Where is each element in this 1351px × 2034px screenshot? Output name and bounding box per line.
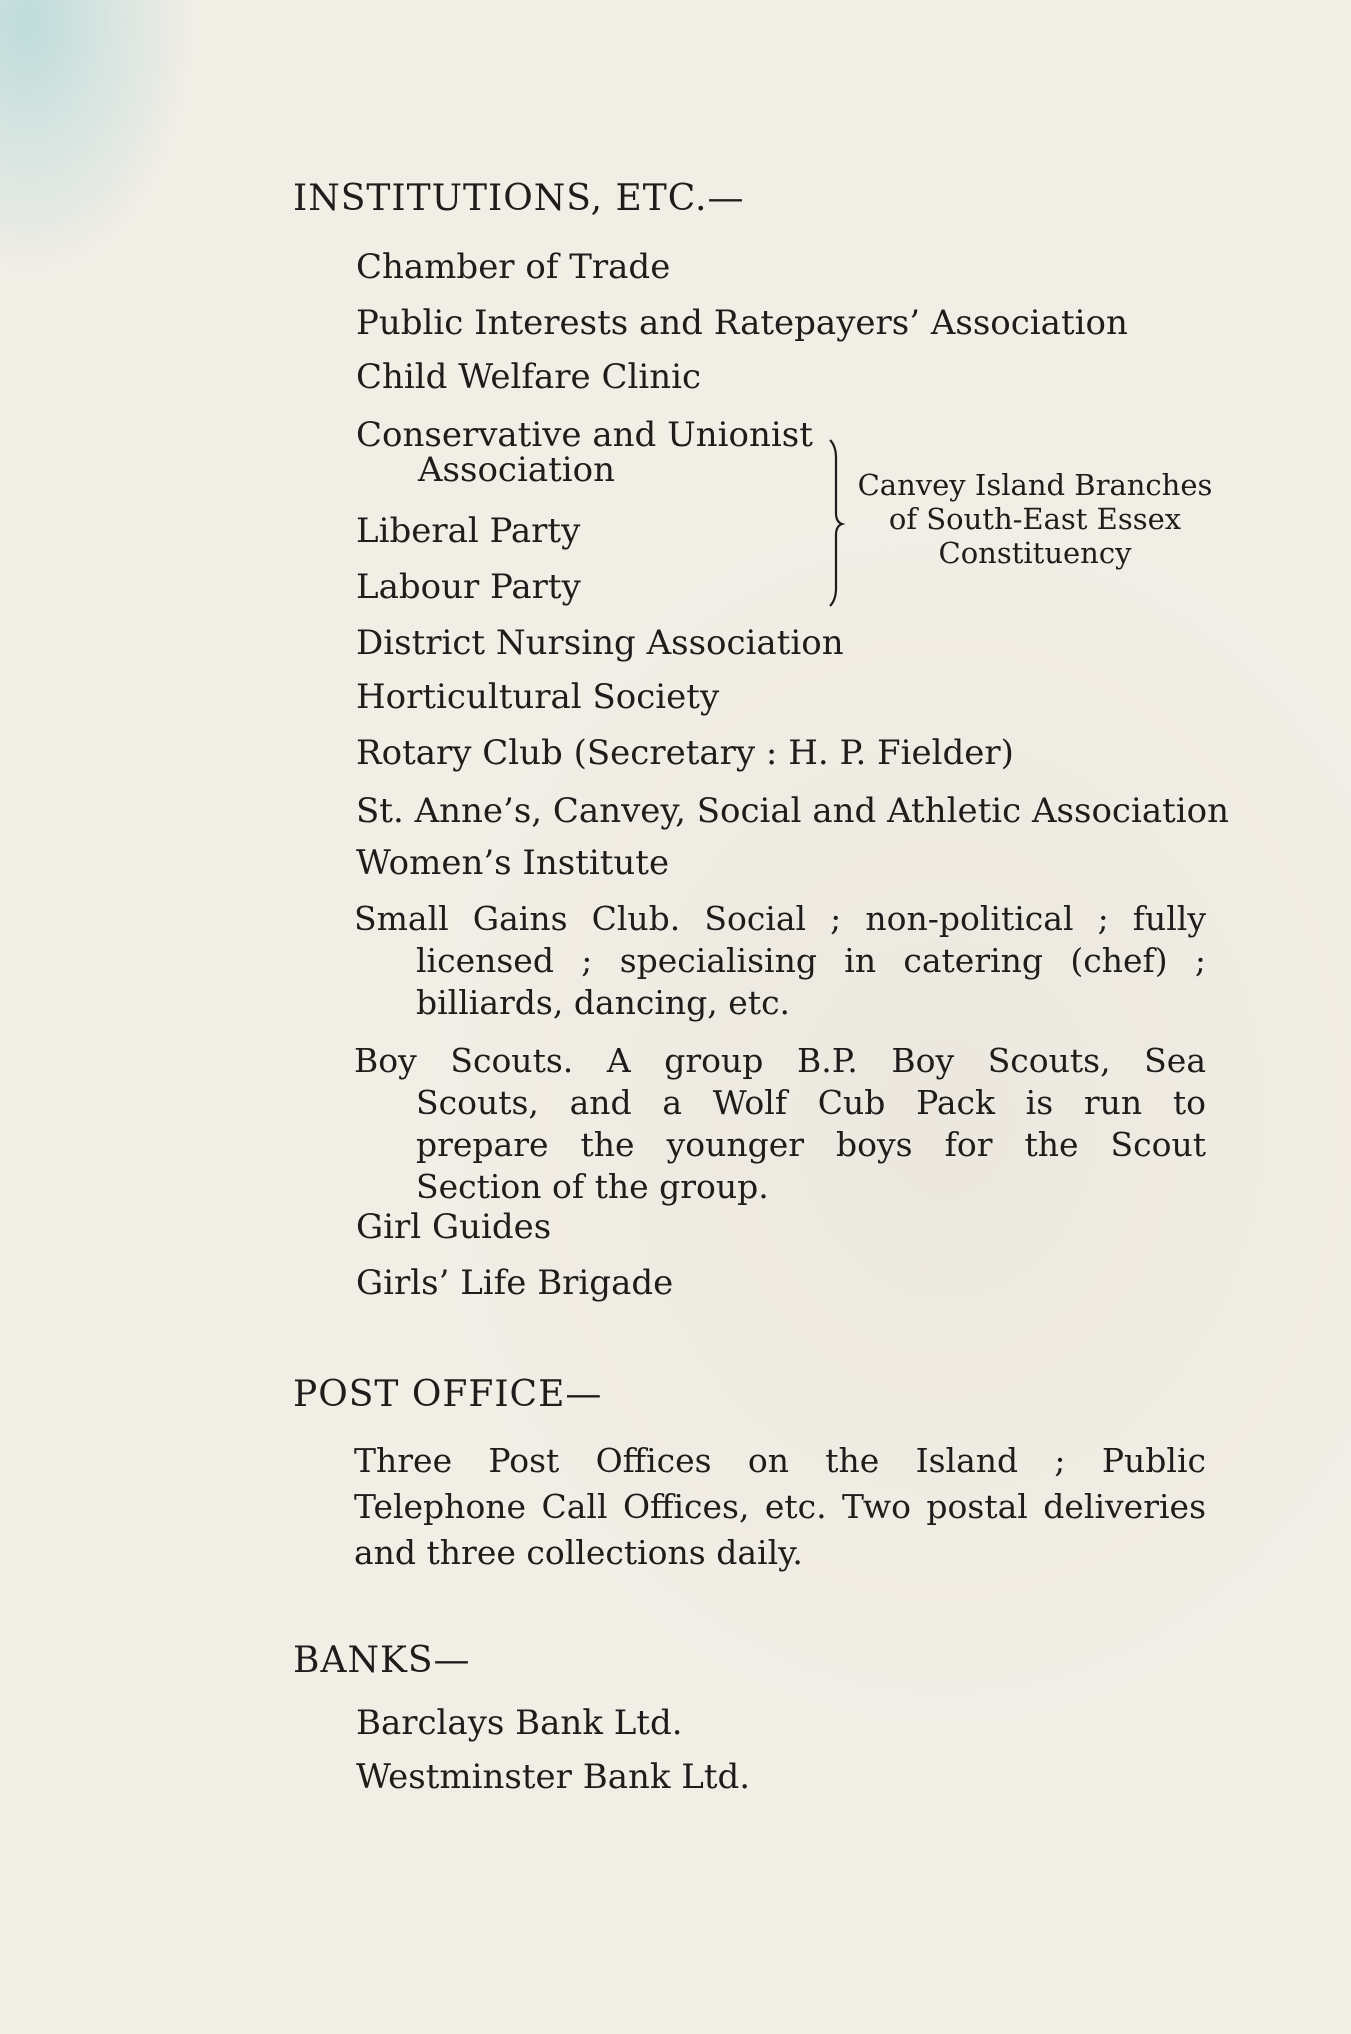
small-gains-line3: billiards, dancing, etc. [416,983,791,1022]
item-boy-scouts [354,1040,1206,1208]
bracket-note-line2: of South-East Essex [888,502,1182,536]
post-office-line3: and three collections daily. [354,1533,803,1572]
bracket-note-line1: Canvey Island Branches [857,468,1213,502]
bank-westminster: Westminster Bank Ltd. [356,1757,751,1797]
item-labour-party: Labour Party [356,567,581,607]
item-child-welfare-clinic: Child Welfare Clinic [356,357,702,397]
item-small-gains-club [354,898,1206,1024]
item-rotary-club: Rotary Club (Secretary : H. P. Fielder) [356,733,1014,773]
banks-heading: BANKS— [293,1640,471,1681]
small-gains-line2: licensed ; specialising in catering (chef) ; [416,941,1206,980]
item-chamber-of-trade: Chamber of Trade [356,247,671,287]
item-conservative-association: Association [418,450,616,490]
item-womens-institute: Women’s Institute [356,843,670,883]
bank-barclays: Barclays Bank Ltd. [356,1703,683,1743]
boy-scouts-line2: Scouts, and a Wolf Cub Pack is run to [416,1083,1206,1122]
item-conservative-unionist: Conservative and Unionist [356,415,813,455]
post-office-text [354,1438,1206,1576]
item-st-annes: St. Anne’s, Canvey, Social and Athletic Association [356,791,1230,831]
boy-scouts-line4: Section of the group. [416,1167,769,1206]
item-public-interests: Public Interests and Ratepayers’ Association [356,303,1128,343]
item-district-nursing: District Nursing Association [356,623,844,663]
small-gains-line1: Small Gains Club. Social ; non-political ; fully [354,899,1206,938]
item-girls-life-brigade: Girls’ Life Brigade [356,1263,674,1303]
bracket-note-line3: Constituency [938,536,1132,570]
post-office-heading: POST OFFICE— [293,1374,603,1415]
institutions-heading: INSTITUTIONS, ETC.— [293,178,745,219]
brace-bracket [826,438,846,608]
bracket-note [856,468,1214,570]
post-office-line2: Telephone Call Offices, etc. Two postal deliveries [354,1487,1206,1526]
item-liberal-party: Liberal Party [356,511,581,551]
post-office-line1: Three Post Offices on the Island ; Public [354,1441,1206,1480]
item-girl-guides: Girl Guides [356,1207,552,1247]
item-horticultural-society: Horticultural Society [356,677,720,717]
boy-scouts-line1: Boy Scouts. A group B.P. Boy Scouts, Sea [354,1041,1206,1080]
boy-scouts-line3: prepare the younger boys for the Scout [416,1125,1206,1164]
